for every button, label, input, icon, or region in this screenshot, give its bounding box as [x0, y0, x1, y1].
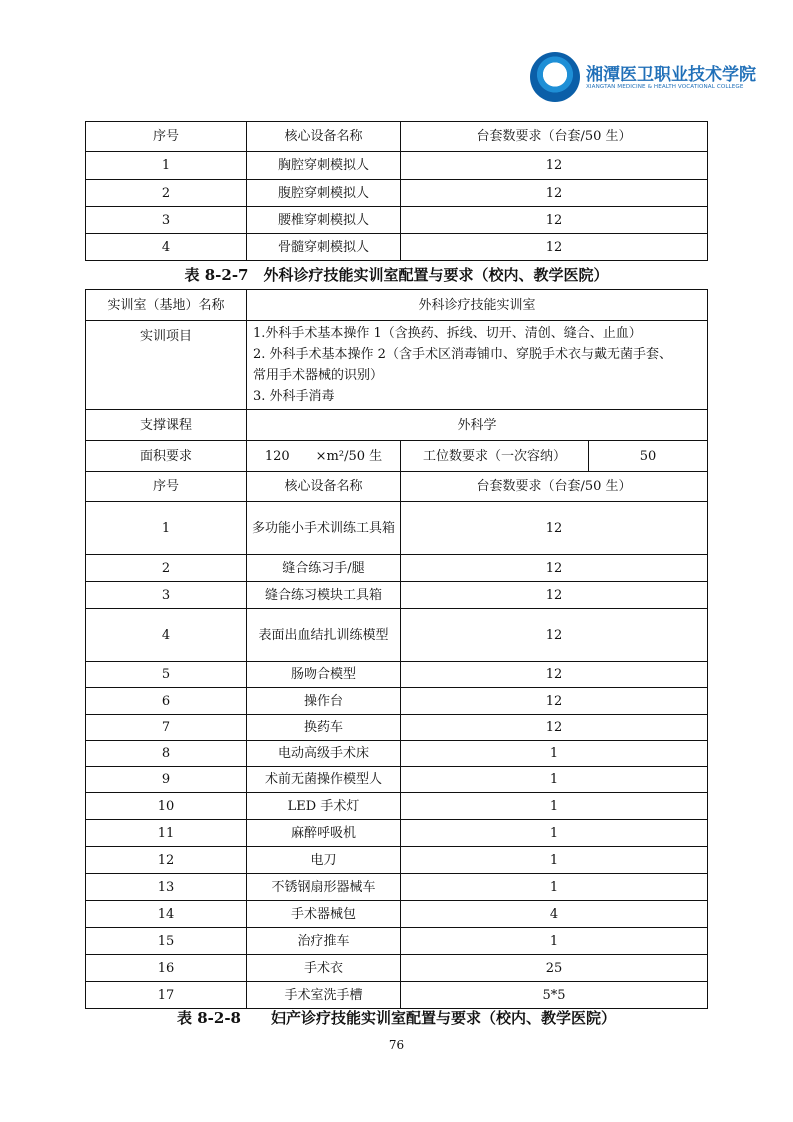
table-row — [86, 793, 708, 820]
cell-equipment: 手术器械包 — [247, 901, 401, 928]
cell-index: 3 — [86, 582, 247, 609]
cell-index: 17 — [86, 982, 247, 1009]
table-row — [86, 180, 708, 207]
school-name-en: XIANGTAN MEDICINE & HEALTH VOCATIONAL COLLEGE — [586, 84, 744, 90]
course-row — [86, 410, 708, 441]
cell-equipment: 多功能小手术训练工具箱 — [247, 502, 401, 555]
lab-name-value: 外科诊疗技能实训室 — [247, 290, 708, 321]
table-row — [86, 847, 708, 874]
page-number: 76 — [388, 1038, 405, 1052]
table-row — [86, 820, 708, 847]
header-cell: 核心设备名称 — [247, 472, 401, 502]
table-row — [86, 152, 708, 180]
table-row — [86, 982, 708, 1009]
table-row — [86, 715, 708, 741]
cell-quantity: 12 — [401, 180, 708, 207]
stations-value: 50 — [589, 441, 708, 472]
cell-equipment: 术前无菌操作模型人 — [247, 767, 401, 793]
cell-equipment: 麻醉呼吸机 — [247, 820, 401, 847]
cell-equipment: 缝合练习手/腿 — [247, 555, 401, 582]
school-emblem-icon — [530, 52, 580, 102]
cell-index: 10 — [86, 793, 247, 820]
cell-quantity: 12 — [401, 582, 708, 609]
cell-quantity: 5*5 — [401, 982, 708, 1009]
table-caption-828: 表 8-2-8 妇产诊疗技能实训室配置与要求（校内、教学医院） — [177, 1009, 616, 1027]
cell-equipment: 换药车 — [247, 715, 401, 741]
cell-quantity: 1 — [401, 847, 708, 874]
cell-equipment: 骨髓穿刺模拟人 — [247, 234, 401, 261]
training-item: 常用手术器械的识别） — [253, 368, 384, 383]
training-item: 1.外科手术基本操作 1（含换药、拆线、切开、清创、缝合、止血） — [253, 326, 642, 341]
cell-quantity: 12 — [401, 502, 708, 555]
cell-equipment: 手术室洗手槽 — [247, 982, 401, 1009]
cell-index: 9 — [86, 767, 247, 793]
cell-quantity: 1 — [401, 820, 708, 847]
cell-quantity: 12 — [401, 152, 708, 180]
cell-equipment: 胸腔穿刺模拟人 — [247, 152, 401, 180]
table-row — [86, 688, 708, 715]
school-logo — [530, 52, 756, 107]
area-value: 120 ×m²/50 生 — [247, 441, 401, 472]
school-name: 湘潭医卫职业技术学院 — [586, 65, 756, 85]
cell-quantity: 4 — [401, 901, 708, 928]
cell-index: 13 — [86, 874, 247, 901]
cell-quantity: 12 — [401, 234, 708, 261]
stations-label: 工位数要求（一次容纳） — [401, 441, 589, 472]
cell-quantity: 1 — [401, 741, 708, 767]
cell-index: 6 — [86, 688, 247, 715]
area-row — [86, 441, 708, 472]
cell-equipment: 电刀 — [247, 847, 401, 874]
cell-equipment: 腹腔穿刺模拟人 — [247, 180, 401, 207]
cell-quantity: 1 — [401, 874, 708, 901]
cell-equipment: 电动高级手术床 — [247, 741, 401, 767]
training-items-row — [86, 321, 708, 410]
table-row — [86, 955, 708, 982]
training-item: 3. 外科手消毒 — [253, 389, 335, 404]
cell-equipment: 手术衣 — [247, 955, 401, 982]
cell-index: 5 — [86, 662, 247, 688]
table-row — [86, 767, 708, 793]
course-value: 外科学 — [247, 410, 708, 441]
cell-quantity: 12 — [401, 715, 708, 741]
table-row — [86, 234, 708, 261]
cell-quantity: 12 — [401, 688, 708, 715]
cell-equipment: 治疗推车 — [247, 928, 401, 955]
cell-index: 4 — [86, 609, 247, 662]
cell-index: 4 — [86, 234, 247, 261]
table-row — [86, 502, 708, 555]
table-row — [86, 741, 708, 767]
cell-quantity: 12 — [401, 555, 708, 582]
cell-index: 1 — [86, 152, 247, 180]
cell-index: 11 — [86, 820, 247, 847]
cell-equipment: 肠吻合模型 — [247, 662, 401, 688]
cell-quantity: 25 — [401, 955, 708, 982]
header-cell: 台套数要求（台套/50 生） — [401, 122, 708, 152]
lab-name-row — [86, 290, 708, 321]
table-header-row — [86, 472, 708, 502]
table-row — [86, 582, 708, 609]
table-row — [86, 874, 708, 901]
header-cell: 序号 — [86, 472, 247, 502]
cell-equipment: 缝合练习模块工具箱 — [247, 582, 401, 609]
training-items-label: 实训项目 — [86, 321, 247, 410]
header-cell: 台套数要求（台套/50 生） — [401, 472, 708, 502]
area-label: 面积要求 — [86, 441, 247, 472]
cell-index: 2 — [86, 555, 247, 582]
course-label: 支撑课程 — [86, 410, 247, 441]
table-row — [86, 662, 708, 688]
cell-quantity: 1 — [401, 793, 708, 820]
equipment-table-827 — [85, 289, 708, 1009]
cell-equipment: 腰椎穿刺模拟人 — [247, 207, 401, 234]
cell-quantity: 12 — [401, 662, 708, 688]
cell-index: 12 — [86, 847, 247, 874]
cell-index: 2 — [86, 180, 247, 207]
cell-index: 7 — [86, 715, 247, 741]
cell-equipment: 操作台 — [247, 688, 401, 715]
table-caption-827: 表 8-2-7 外科诊疗技能实训室配置与要求（校内、教学医院） — [184, 266, 609, 284]
cell-equipment: 表面出血结扎训练模型 — [247, 609, 401, 662]
training-items-value — [247, 321, 708, 410]
cell-quantity: 12 — [401, 609, 708, 662]
cell-quantity: 12 — [401, 207, 708, 234]
cell-quantity: 1 — [401, 767, 708, 793]
cell-index: 14 — [86, 901, 247, 928]
table-row — [86, 928, 708, 955]
cell-index: 1 — [86, 502, 247, 555]
cell-index: 16 — [86, 955, 247, 982]
cell-index: 3 — [86, 207, 247, 234]
table-row — [86, 555, 708, 582]
equipment-table-826 — [85, 121, 708, 261]
cell-quantity: 1 — [401, 928, 708, 955]
table-row — [86, 609, 708, 662]
lab-name-label: 实训室（基地）名称 — [86, 290, 247, 321]
table-header-row — [86, 122, 708, 152]
cell-index: 8 — [86, 741, 247, 767]
training-item: 2. 外科手术基本操作 2（含手术区消毒铺巾、穿脱手术衣与戴无菌手套、 — [253, 347, 672, 362]
header-cell: 序号 — [86, 122, 247, 152]
cell-equipment: 不锈钢扇形器械车 — [247, 874, 401, 901]
table-row — [86, 207, 708, 234]
cell-index: 15 — [86, 928, 247, 955]
cell-equipment: LED 手术灯 — [247, 793, 401, 820]
header-cell: 核心设备名称 — [247, 122, 401, 152]
table-row — [86, 901, 708, 928]
